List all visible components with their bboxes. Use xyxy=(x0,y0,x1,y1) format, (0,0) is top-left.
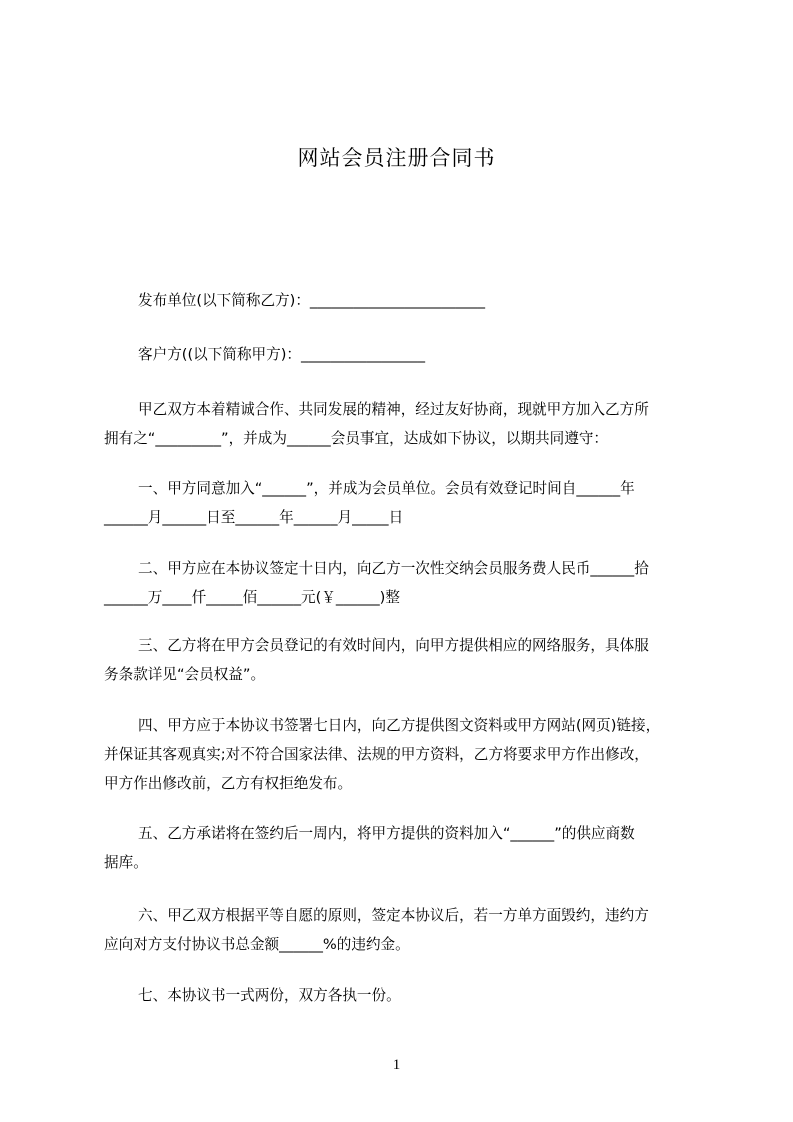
clause-7-line-1: 七、本协议书一式两份，双方各执一份。 xyxy=(138,987,401,1004)
clause-1-line-2: ______月______日至______年______月_____日 xyxy=(104,509,404,526)
clause-3 xyxy=(104,631,704,689)
clause-3-line-2: 务条款详见“会员权益”。 xyxy=(104,666,266,683)
intro-paragraph xyxy=(104,395,704,453)
clause-2-line-2: ______万____仟_____佰______元(￥______)整 xyxy=(104,589,400,606)
document-title: 网站会员注册合同书 xyxy=(297,146,496,170)
clause-4-line-3: 甲方作出修改前，乙方有权拒绝发布。 xyxy=(104,775,353,792)
clause-2 xyxy=(104,554,704,612)
clause-5 xyxy=(104,819,704,877)
clause-5-line-2: 据库。 xyxy=(104,854,148,871)
clause-1 xyxy=(104,474,704,532)
intro-line-2: 拥有之“_________”，并成为______会员事宜，达成如下协议，以期共同遵守： xyxy=(104,430,609,447)
clause-6-line-2: 应向对方支付协议书总金额______%的违约金。 xyxy=(104,936,410,953)
clause-4 xyxy=(104,711,704,798)
intro-line-1: 甲乙双方本着精诚合作、共同发展的精神，经过友好协商，现就甲方加入乙方所 xyxy=(138,401,649,418)
clause-4-line-1: 四、甲方应于本协议书签署七日内，向乙方提供图文资料或甲方网站(网页)链接， xyxy=(138,717,661,734)
clause-1-line-1: 一、甲方同意加入“______”，并成为会员单位。会员有效登记时间自______年 xyxy=(138,480,635,497)
clause-2-line-1: 二、甲方应在本协议签定十日内，向乙方一次性交纳会员服务费人民币______拾 xyxy=(138,560,649,577)
clause-5-line-1: 五、乙方承诺将在签约后一周内，将甲方提供的资料加入“______”的供应商数 xyxy=(138,825,635,842)
clause-6-line-1: 六、甲乙双方根据平等自愿的原则，签定本协议后，若一方单方面毁约，违约方 xyxy=(138,907,649,924)
clause-7 xyxy=(104,981,704,1010)
clause-6 xyxy=(104,901,704,959)
page-number: 1 xyxy=(392,1057,401,1073)
publisher-line: 发布单位(以下简称乙方)：________________________ xyxy=(138,292,486,309)
client-line: 客户方((以下简称甲方)：_________________ xyxy=(138,346,426,363)
clause-3-line-1: 三、乙方将在甲方会员登记的有效时间内，向甲方提供相应的网络服务，具体服 xyxy=(138,637,649,654)
clause-4-line-2: 并保证其客观真实;对不符合国家法律、法规的甲方资料，乙方将要求甲方作出修改， xyxy=(104,746,649,763)
